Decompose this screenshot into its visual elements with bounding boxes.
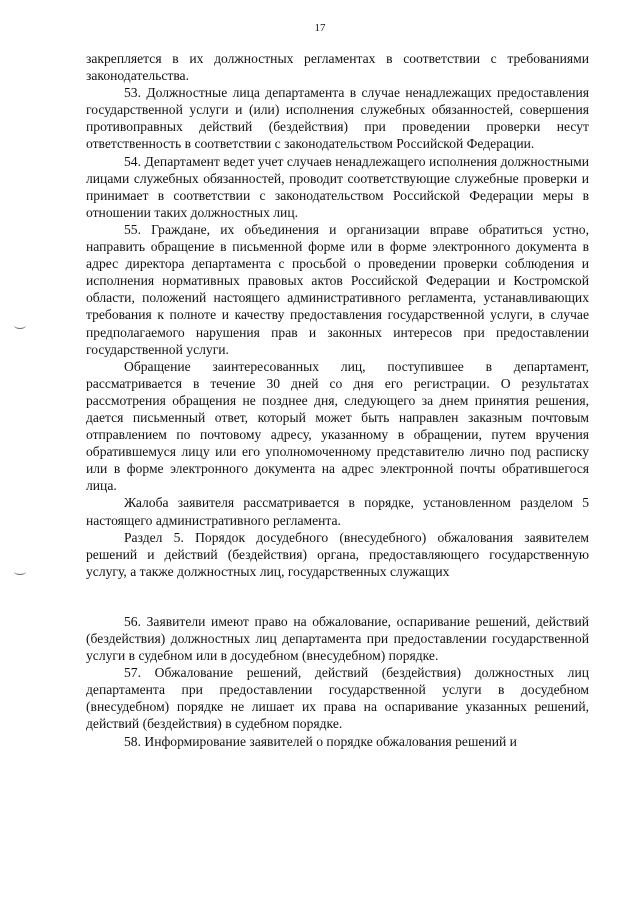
document-body — [86, 50, 589, 750]
paragraph-58: 58. Информирование заявителей о порядке обжалования решений и — [124, 733, 517, 749]
paragraph-57: 57. Обжалование решений, действий (бездействия) должностных лиц департамента при предоставлении государственной услуги в досудебном (внесудебном) порядке не лишает их права на оспаривание указанных решений, действий (бездействия) в судебном порядке. — [86, 665, 589, 732]
paragraph: Обращение заинтересованных лиц, поступившее в департамент, рассматривается в течение 30 дней со дня его регистрации. О результатах рассмотрения обращения не позднее дня, следующего за днем принятия решения, дается письменный ответ, который может быть направлен заказным почтовым отправлением по почтовому адресу, указанному в обращении, путем вручения обратившемуся лицу или его уполномоченному представителю лично под расписку или в форме электронного документа на адрес электронной почты обратившегося лица. — [86, 358, 589, 494]
margin-binding-mark — [14, 322, 26, 329]
spacer — [86, 580, 589, 613]
page-number: 17 — [314, 22, 326, 34]
paragraph-56: 56. Заявители имеют право на обжалование, оспаривание решений, действий (бездействия) должностных лиц департамента при предоставлении государственной услуги в судебном или в досудебном (внесудебном) порядке. — [86, 613, 589, 664]
paragraph-54: 54. Департамент ведет учет случаев ненадлежащего исполнения должностными лицами служебных обязанностей, проводит соответствующие служебные проверки и принимает в соответствии с законодательством Российской Федерации меры в отношении таких должностных лиц. — [86, 153, 589, 220]
paragraph-55: 55. Граждане, их объединения и организации вправе обратиться устно, направить обращение в письменной форме или в форме электронного документа в адрес директора департамента с просьбой о проведении проверки соблюдения и исполнения нормативных правовых актов Российской Федерации и Костромской области, положений настоящего административного регламента, устанавливающих требования к полноте и качеству предоставления государственной услуги, в случае предполагаемого нарушения прав и законных интересов при предоставлении государственной услуги. — [86, 221, 589, 357]
paragraph: Жалоба заявителя рассматривается в порядке, установленном разделом 5 настоящего административного регламента. — [86, 495, 589, 528]
margin-binding-mark — [14, 568, 26, 575]
paragraph: закрепляется в их должностных регламентах в соответствии с требованиями законодательства. — [86, 51, 589, 84]
paragraph-53: 53. Должностные лица департамента в случае ненадлежащих предоставления государственной услуги и (или) исполнения служебных обязанностей, совершения противоправных действий (бездействия) при проведении проверки несут ответственность в соответствии с законодательством Российской Федерации. — [86, 85, 589, 152]
section-heading: Раздел 5. Порядок досудебного (внесудебного) обжалования заявителем решений и действий (бездействия) органа, предоставляющего государственную услугу, а также должностных лиц, государственных служащих — [86, 529, 589, 579]
